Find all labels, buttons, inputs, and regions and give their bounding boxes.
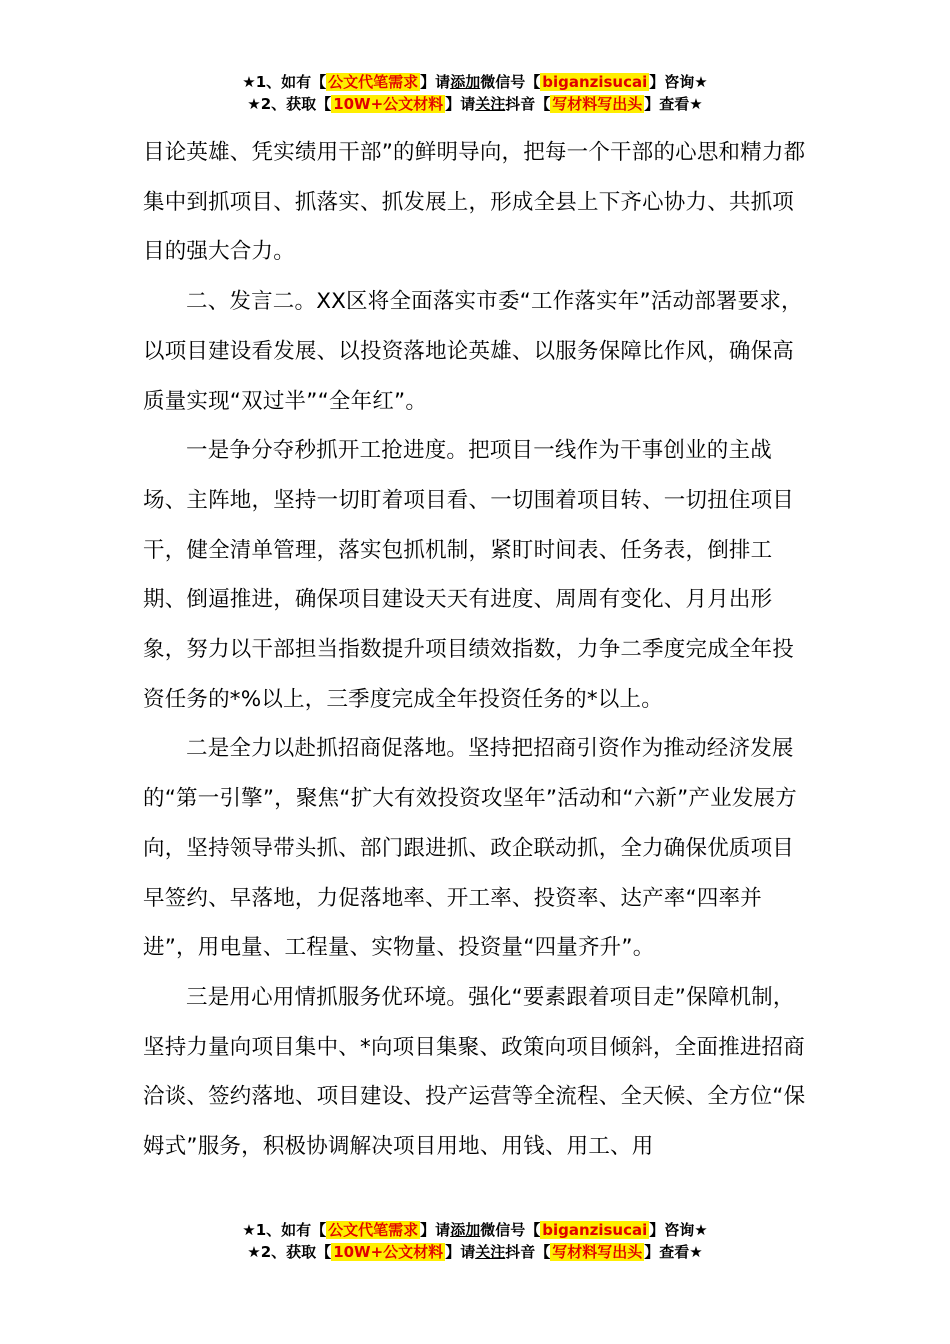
banner-highlight: 写材料写出头 xyxy=(552,95,643,113)
banner-line-1 xyxy=(0,1219,950,1241)
banner-text: ★2、获取【 xyxy=(247,1243,332,1261)
paragraph-point-one: 一是争分夺秒抓开工抢进度。把项目一线作为干事创业的主战场、主阵地，坚持一切盯着项目看、一切围着项目转、一切扭住项目干，健全清单管理，落实包抓机制，紧盯时间表、任务表，倒排工期、倒逼推进，确保项目建设天天有进度、周周有变化、月月出形象，努力以干部担当指数提升项目绩效指数，力争二季度完成全年投资任务的*%以上，三季度完成全年投资任务的*以上。 xyxy=(143,438,795,712)
banner-line-2 xyxy=(0,93,950,115)
paragraph-continuation: 目论英雄、凭实绩用干部”的鲜明导向，把每一个干部的心思和精力都集中到抓项目、抓落实、抓发展上，形成全县上下齐心协力、共抓项目的强大合力。 xyxy=(143,140,806,265)
footer-banner xyxy=(0,1219,950,1263)
banner-text: 】请 xyxy=(420,1221,451,1239)
banner-underline: 关注 xyxy=(475,1243,506,1261)
banner-line-2 xyxy=(0,1241,950,1263)
banner-text: 】咨询★ xyxy=(649,73,708,91)
header-banner xyxy=(0,71,950,115)
banner-text: 】请 xyxy=(445,1243,476,1261)
banner-text: ★1、如有【 xyxy=(242,73,327,91)
banner-text: 】咨询★ xyxy=(649,1221,708,1239)
banner-underline: 关注 xyxy=(475,95,506,113)
banner-text: 微信号【 xyxy=(480,73,541,91)
banner-text: 】查看★ xyxy=(644,95,703,113)
banner-text: 抖音【 xyxy=(505,95,551,113)
banner-highlight: 公文代笔需求 xyxy=(328,1221,419,1239)
banner-text: 】查看★ xyxy=(644,1243,703,1261)
banner-highlight: biganzisucai xyxy=(542,1221,648,1239)
banner-highlight: 10W+公文材料 xyxy=(333,1243,444,1261)
banner-text: 】请 xyxy=(420,73,451,91)
document-body xyxy=(143,128,813,1172)
banner-text: ★1、如有【 xyxy=(242,1221,327,1239)
banner-underline: 添加 xyxy=(450,1221,481,1239)
banner-highlight: biganzisucai xyxy=(542,73,648,91)
banner-line-1 xyxy=(0,71,950,93)
banner-text: 抖音【 xyxy=(505,1243,551,1261)
paragraph-point-three: 三是用心用情抓服务优环境。强化“要素跟着项目走”保障机制，坚持力量向项目集中、*向项目集聚、政策向项目倾斜，全面推进招商洽谈、签约落地、项目建设、投产运营等全流程、全天候、全方位“保姆式”服务，积极协调解决项目用地、用钱、用工、用 xyxy=(143,984,806,1160)
banner-text: 】请 xyxy=(445,95,476,113)
paragraph-point-two: 二是全力以赴抓招商促落地。坚持把招商引资作为推动经济发展的“第一引擎”，聚焦“扩大有效投资攻坚年”活动和“六新”产业发展方向，坚持领导带头抓、部门跟进抓、政企联动抓，全力确保优质项目早签约、早落地，力促落地率、开工率、投资率、达产率“四率并进”，用电量、工程量、实物量、投资量“四量齐升”。 xyxy=(143,736,797,961)
banner-highlight: 公文代笔需求 xyxy=(328,73,419,91)
paragraph-speech-two: 二、发言二。XX区将全面落实市委“工作落实年”活动部署要求，以项目建设看发展、以投资落地论英雄、以服务保障比作风，确保高质量实现“双过半”“全年红”。 xyxy=(143,289,803,414)
banner-underline: 添加 xyxy=(450,73,481,91)
banner-highlight: 写材料写出头 xyxy=(552,1243,643,1261)
banner-highlight: 10W+公文材料 xyxy=(333,95,444,113)
banner-text: 微信号【 xyxy=(480,1221,541,1239)
banner-text: ★2、获取【 xyxy=(247,95,332,113)
